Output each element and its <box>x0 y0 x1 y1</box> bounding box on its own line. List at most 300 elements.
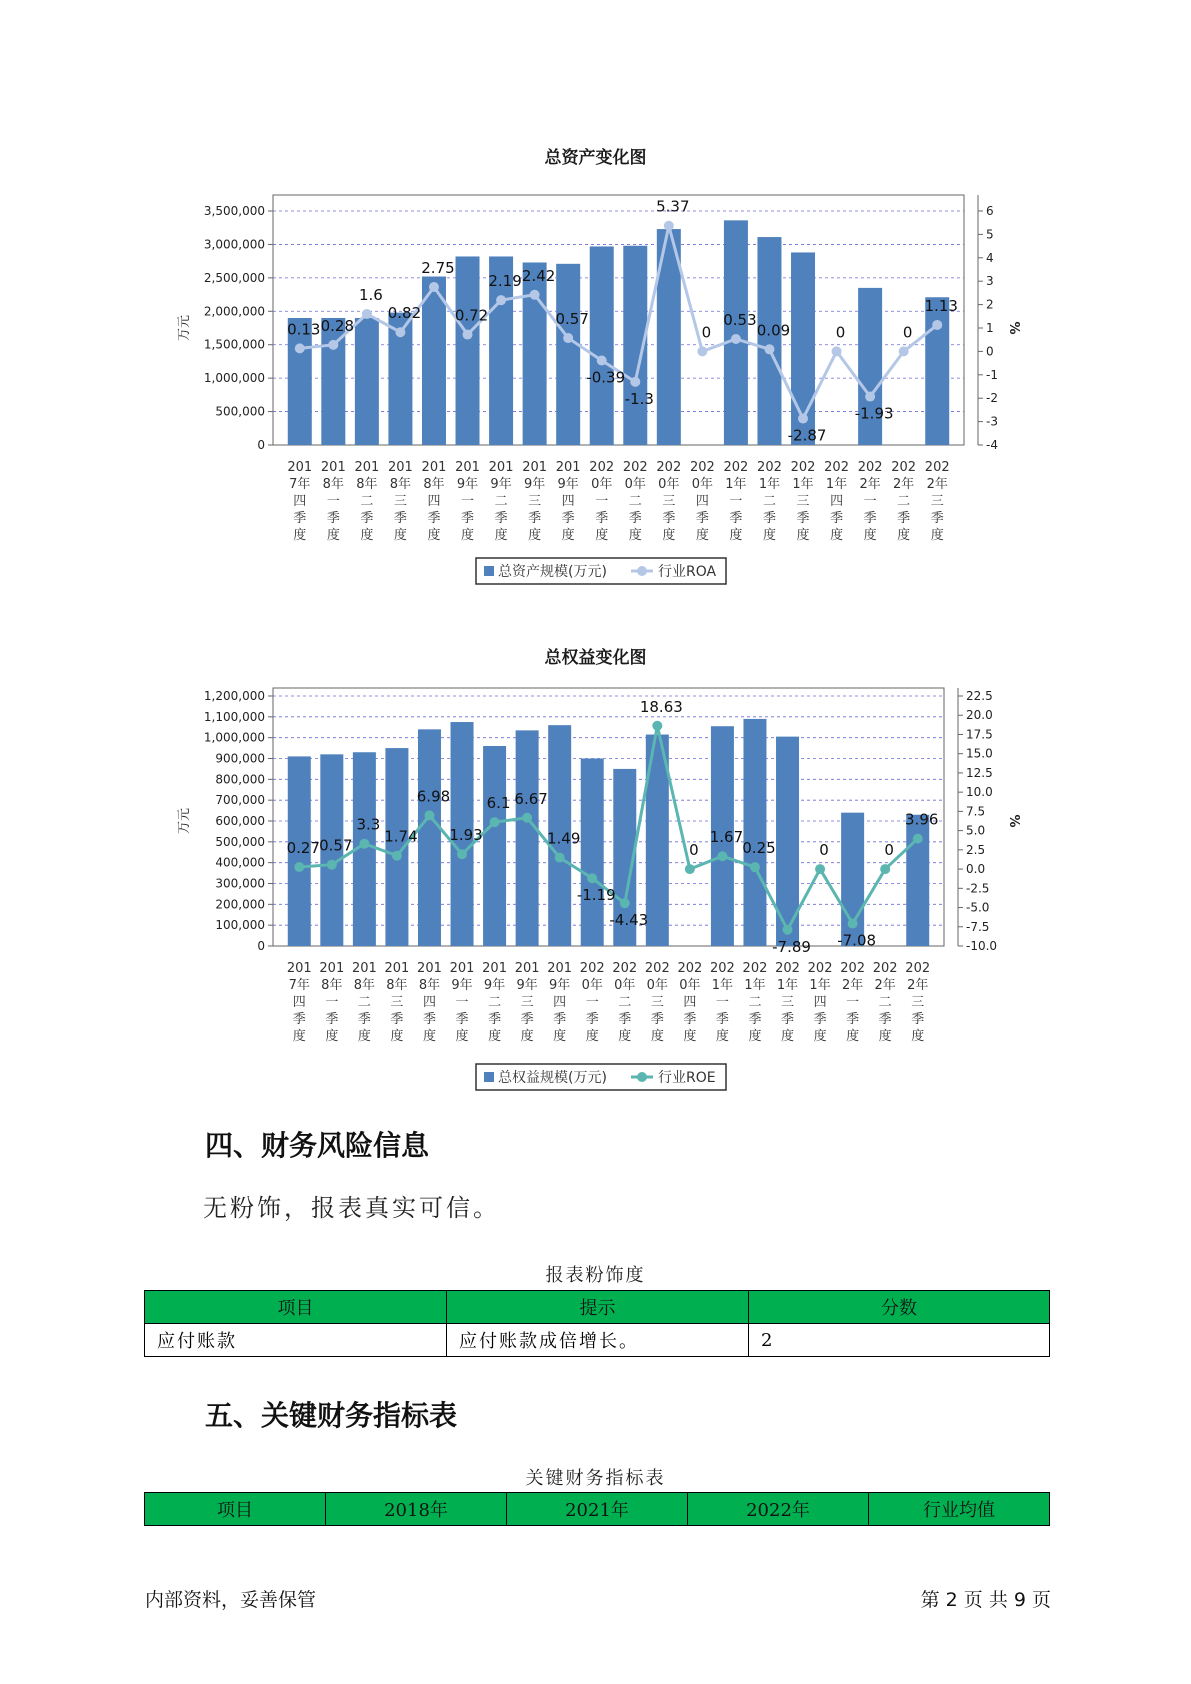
category-label: 四 <box>695 494 709 509</box>
category-label: 季 <box>748 1012 762 1027</box>
category-label: 202 <box>807 961 833 976</box>
data-label: 1.13 <box>924 296 958 315</box>
category-label: 季 <box>729 511 743 526</box>
category-label: 度 <box>830 528 844 543</box>
line-point <box>328 340 338 350</box>
category-label: 9年 <box>490 477 512 492</box>
category-label: 202 <box>644 961 670 976</box>
category-label: 季 <box>830 511 844 526</box>
category-label: 202 <box>579 961 605 976</box>
category-label: 度 <box>520 1029 534 1044</box>
right-axis-title: % <box>1006 814 1021 828</box>
right-tick-label: -3 <box>986 414 998 429</box>
data-label: 1.93 <box>449 826 483 845</box>
category-label: 季 <box>422 1012 436 1027</box>
category-label: 二 <box>628 494 642 509</box>
category-label: 201 <box>488 460 514 475</box>
bar <box>516 730 539 946</box>
category-label: 201 <box>286 961 312 976</box>
risk-table-header: 提示 <box>447 1291 749 1324</box>
category-label: 度 <box>595 528 609 543</box>
category-label: 四 <box>293 494 307 509</box>
category-label: 度 <box>553 1029 567 1044</box>
bar <box>483 746 506 946</box>
category-label: 一 <box>326 494 340 509</box>
line-point <box>630 377 640 387</box>
left-tick-label: 500,000 <box>215 404 265 419</box>
risk-table-header: 分数 <box>749 1291 1050 1324</box>
equity-chart-title: 总权益变化图 <box>544 648 647 668</box>
category-label: 0年 <box>624 477 646 492</box>
category-label: 201 <box>482 961 507 976</box>
category-label: 201 <box>547 961 573 976</box>
line-point <box>731 334 741 344</box>
category-label: 度 <box>427 528 441 543</box>
right-tick-label: -5.0 <box>966 900 990 915</box>
category-label: 201 <box>555 460 581 475</box>
line-point <box>522 813 532 823</box>
category-label: 度 <box>650 1029 664 1044</box>
category-label: 202 <box>891 460 917 475</box>
left-tick-label: 0 <box>257 438 265 452</box>
category-label: 季 <box>326 511 340 526</box>
category-label: 季 <box>455 1012 469 1027</box>
category-label: 0年 <box>679 978 701 993</box>
category-label: 季 <box>427 511 441 526</box>
category-label: 1年 <box>744 978 766 993</box>
category-label: 季 <box>650 1012 664 1027</box>
line-point <box>750 862 760 872</box>
category-label: 9年 <box>523 477 546 492</box>
right-tick-label: -4 <box>986 438 998 452</box>
category-label: 201 <box>522 460 548 475</box>
line-point <box>783 925 793 935</box>
category-label: 四 <box>683 995 697 1010</box>
line-point <box>932 320 942 330</box>
category-label: 三 <box>911 995 925 1010</box>
category-label: 2年 <box>859 477 881 492</box>
category-label: 季 <box>393 511 407 526</box>
category-label: 季 <box>292 1012 306 1027</box>
category-label: 8年 <box>423 477 445 492</box>
left-tick-label: 3,000,000 <box>203 237 265 252</box>
line-point <box>697 346 707 356</box>
data-label: 3.3 <box>356 815 381 834</box>
left-tick-label: 700,000 <box>215 793 265 808</box>
line-point <box>362 309 372 319</box>
line-point <box>555 853 565 863</box>
category-label: 201 <box>351 961 377 976</box>
line-point <box>530 290 540 300</box>
bar <box>418 729 441 946</box>
line-point <box>664 221 674 231</box>
category-label: 8年 <box>322 477 344 492</box>
data-label: 0.28 <box>320 316 355 335</box>
legend-line-label: 行业ROA <box>658 564 717 580</box>
right-tick-label: 10.0 <box>966 785 993 800</box>
data-label: 1.67 <box>709 828 744 847</box>
category-label: 度 <box>455 1029 469 1044</box>
category-label: 季 <box>813 1012 827 1027</box>
line-point <box>457 849 467 859</box>
risk-table-header-row <box>145 1291 1050 1324</box>
category-label: 一 <box>846 995 860 1010</box>
category-label: 1年 <box>776 978 799 993</box>
left-tick-label: 0 <box>257 939 265 953</box>
assets-chart-title: 总资产变化图 <box>544 148 647 168</box>
section4-body: 无粉饰，报表真实可信。 <box>203 1194 500 1222</box>
category-label: 季 <box>553 1012 567 1027</box>
kpi-table-header: 行业均值 <box>869 1493 1050 1526</box>
line-point <box>490 817 500 827</box>
kpi-table-header-row <box>145 1493 1050 1526</box>
right-tick-label: 12.5 <box>966 765 993 780</box>
left-tick-label: 1,100,000 <box>203 709 265 724</box>
line-point <box>815 864 825 874</box>
left-axis-title: 万元 <box>177 807 192 835</box>
line-point <box>798 414 808 424</box>
assets-chart <box>0 180 1191 590</box>
data-label: -7.89 <box>772 937 811 956</box>
category-label: 一 <box>715 995 729 1010</box>
line-point <box>359 839 369 849</box>
category-label: 三 <box>390 995 404 1010</box>
left-tick-label: 500,000 <box>215 834 265 849</box>
data-label: -1.19 <box>576 886 616 905</box>
category-label: 三 <box>662 494 676 509</box>
category-label: 202 <box>924 460 950 475</box>
category-label: 季 <box>796 511 810 526</box>
category-label: 8年 <box>386 978 408 993</box>
category-label: 季 <box>357 1012 371 1027</box>
data-label: 0.82 <box>387 304 422 323</box>
risk-table-caption: 报表粉饰度 <box>545 1265 646 1286</box>
left-tick-label: 1,000,000 <box>203 371 265 386</box>
line-point <box>880 864 890 874</box>
data-label: 0.09 <box>756 321 791 340</box>
data-label: -0.39 <box>586 368 626 387</box>
left-tick-label: 3,500,000 <box>203 204 265 218</box>
right-tick-label: 20.0 <box>966 708 993 723</box>
data-label: 0.57 <box>319 836 353 855</box>
category-label: 1年 <box>825 477 848 492</box>
category-label: 季 <box>695 511 709 526</box>
category-label: 度 <box>488 1029 502 1044</box>
kpi-table-header: 项目 <box>145 1493 326 1526</box>
category-label: 度 <box>813 1029 827 1044</box>
left-tick-label: 2,000,000 <box>203 304 265 319</box>
chart-legend <box>476 558 726 584</box>
bar <box>556 264 580 445</box>
data-label: 0 <box>835 323 846 342</box>
category-label: 0年 <box>691 477 714 492</box>
category-label: 201 <box>514 961 540 976</box>
category-label: 季 <box>561 511 575 526</box>
left-tick-label: 300,000 <box>215 876 265 891</box>
right-tick-label: -2.5 <box>966 881 990 896</box>
category-label: 三 <box>528 494 542 509</box>
category-label: 一 <box>863 494 877 509</box>
category-label: 8年 <box>321 978 343 993</box>
kpi-table-header: 2018年 <box>326 1493 507 1526</box>
category-label: 202 <box>742 961 768 976</box>
category-label: 二 <box>494 494 508 509</box>
category-label: 四 <box>422 995 436 1010</box>
category-label: 度 <box>695 528 709 543</box>
category-label: 四 <box>427 494 441 509</box>
data-label: 6.67 <box>514 789 548 808</box>
category-label: 8年 <box>356 477 378 492</box>
category-label: 季 <box>781 1012 795 1027</box>
data-label: 2.42 <box>521 266 556 285</box>
right-tick-label: -7.5 <box>966 919 990 934</box>
left-tick-label: 600,000 <box>215 814 265 828</box>
category-label: 一 <box>729 494 743 509</box>
data-label: 0 <box>689 841 699 860</box>
category-label: 度 <box>930 528 944 543</box>
right-axis-title: % <box>1006 321 1021 335</box>
risk-table <box>144 1290 1050 1357</box>
legend-bar-swatch <box>484 566 494 576</box>
data-label: 18.63 <box>639 697 683 716</box>
category-label: 季 <box>585 1012 599 1027</box>
line-point <box>848 919 858 929</box>
category-label: 1年 <box>809 978 831 993</box>
category-label: 201 <box>417 961 442 976</box>
data-label: -7.08 <box>837 931 877 950</box>
category-label: 0年 <box>591 477 613 492</box>
category-label: 0年 <box>658 477 680 492</box>
right-tick-label: 0 <box>986 344 994 359</box>
category-label: 度 <box>326 528 340 543</box>
category-label: 度 <box>878 1029 892 1044</box>
line-point <box>764 344 774 354</box>
plot-area <box>177 688 1021 1044</box>
table-cell: 应付账款成倍增长。 <box>447 1324 749 1357</box>
category-label: 2年 <box>926 477 948 492</box>
category-label: 季 <box>390 1012 404 1027</box>
data-label: 0.27 <box>286 839 320 857</box>
category-label: 四 <box>553 995 567 1010</box>
category-label: 三 <box>650 995 664 1010</box>
category-label: 8年 <box>389 477 412 492</box>
category-label: 二 <box>357 995 371 1010</box>
line-point <box>913 834 923 844</box>
footer-page-number: 第 2 页 共 9 页 <box>920 1589 1051 1611</box>
data-label: 0 <box>902 323 913 342</box>
category-label: 1年 <box>792 477 814 492</box>
category-label: 202 <box>723 460 749 475</box>
category-label: 二 <box>762 494 776 509</box>
category-label: 季 <box>494 511 508 526</box>
category-label: 202 <box>589 460 615 475</box>
category-label: 度 <box>494 528 508 543</box>
category-label: 四 <box>561 494 575 509</box>
category-label: 一 <box>455 995 469 1010</box>
category-label: 度 <box>561 528 575 543</box>
category-label: 度 <box>911 1029 925 1044</box>
left-tick-label: 1,200,000 <box>203 689 265 703</box>
legend-line-marker <box>637 1072 647 1082</box>
category-label: 一 <box>595 494 609 509</box>
right-tick-label: 22.5 <box>966 689 993 703</box>
line-point <box>429 282 439 292</box>
category-label: 9年 <box>483 978 506 993</box>
left-tick-label: 900,000 <box>215 751 265 766</box>
table-cell: 2 <box>749 1324 1050 1357</box>
category-label: 202 <box>775 961 800 976</box>
category-label: 季 <box>878 1012 892 1027</box>
category-label: 7年 <box>289 477 311 492</box>
right-tick-label: -10.0 <box>966 939 998 953</box>
bar <box>743 719 766 946</box>
section4-heading: 四、财务风险信息 <box>205 1129 430 1162</box>
category-label: 202 <box>710 961 735 976</box>
data-label: 0.25 <box>742 839 776 858</box>
category-label: 季 <box>930 511 944 526</box>
data-label: 1.74 <box>384 827 418 846</box>
bar <box>456 256 480 445</box>
line-point <box>463 330 473 340</box>
category-label: 202 <box>677 961 703 976</box>
line-point <box>717 851 727 861</box>
footer-left: 内部资料，妥善保管 <box>145 1589 317 1611</box>
data-label: -1.93 <box>854 404 894 423</box>
category-label: 度 <box>662 528 676 543</box>
category-label: 二 <box>897 494 911 509</box>
category-label: 季 <box>293 511 307 526</box>
data-label: 0.57 <box>555 310 589 329</box>
line-point <box>899 346 909 356</box>
category-label: 季 <box>762 511 776 526</box>
category-label: 202 <box>790 460 816 475</box>
category-label: 度 <box>618 1029 632 1044</box>
line-point <box>424 810 434 820</box>
data-label: 5.37 <box>656 197 690 216</box>
category-label: 三 <box>781 995 795 1010</box>
category-label: 8年 <box>353 978 376 993</box>
category-label: 9年 <box>549 978 571 993</box>
data-label: 6.1 <box>486 794 511 813</box>
category-label: 202 <box>612 961 638 976</box>
line-point <box>685 864 695 874</box>
category-label: 2年 <box>907 978 929 993</box>
category-label: 201 <box>354 460 380 475</box>
data-label: 2.75 <box>421 259 455 278</box>
left-tick-label: 1,000,000 <box>203 730 265 745</box>
category-label: 2年 <box>874 978 896 993</box>
category-label: 二 <box>618 995 632 1010</box>
data-label: 0.53 <box>723 310 757 329</box>
category-label: 202 <box>656 460 682 475</box>
left-tick-label: 2,500,000 <box>203 270 265 285</box>
data-label: 3.96 <box>905 810 939 829</box>
right-tick-label: 17.5 <box>966 727 993 742</box>
category-label: 二 <box>488 995 502 1010</box>
category-label: 季 <box>846 1012 860 1027</box>
line-point <box>395 327 405 337</box>
bar <box>355 318 379 445</box>
category-label: 9年 <box>557 477 579 492</box>
category-label: 度 <box>293 528 307 543</box>
category-label: 季 <box>662 511 676 526</box>
category-label: 季 <box>325 1012 339 1027</box>
kpi-table-header: 2022年 <box>688 1493 869 1526</box>
legend-bar-label: 总资产规模(万元) <box>498 564 607 580</box>
data-label: 0.13 <box>287 320 321 339</box>
line-point <box>865 392 875 402</box>
table-row <box>145 1324 1050 1357</box>
data-label: 0 <box>701 323 712 342</box>
right-tick-label: 15.0 <box>966 746 993 761</box>
category-label: 三 <box>520 995 534 1010</box>
line-point <box>392 851 402 861</box>
category-label: 度 <box>461 528 475 543</box>
category-label: 201 <box>320 460 346 475</box>
category-label: 202 <box>757 460 782 475</box>
category-label: 201 <box>287 460 313 475</box>
data-label: 0 <box>819 841 829 860</box>
category-label: 201 <box>384 961 410 976</box>
category-label: 季 <box>360 511 374 526</box>
category-label: 度 <box>292 1029 306 1044</box>
category-label: 一 <box>585 995 599 1010</box>
category-label: 度 <box>863 528 877 543</box>
category-label: 202 <box>840 961 866 976</box>
category-label: 二 <box>360 494 374 509</box>
category-label: 201 <box>388 460 413 475</box>
category-label: 季 <box>618 1012 632 1027</box>
left-tick-label: 800,000 <box>215 772 265 787</box>
category-label: 7年 <box>288 978 310 993</box>
category-label: 季 <box>520 1012 534 1027</box>
category-label: 度 <box>390 1029 404 1044</box>
line-point <box>587 873 597 883</box>
category-label: 201 <box>455 460 480 475</box>
data-label: -2.87 <box>787 426 827 445</box>
category-label: 202 <box>824 460 849 475</box>
equity-chart <box>0 678 1191 1096</box>
category-label: 9年 <box>516 978 538 993</box>
right-tick-label: 2.5 <box>966 842 986 857</box>
category-label: 季 <box>528 511 542 526</box>
category-label: 度 <box>781 1029 795 1044</box>
bar <box>581 759 604 947</box>
category-label: 季 <box>461 511 475 526</box>
category-label: 201 <box>421 460 447 475</box>
category-label: 三 <box>393 494 407 509</box>
left-tick-label: 400,000 <box>215 855 265 870</box>
right-tick-label: 3 <box>986 274 994 289</box>
kpi-table <box>144 1492 1050 1526</box>
category-label: 四 <box>813 995 827 1010</box>
category-label: 三 <box>930 494 944 509</box>
category-label: 9年 <box>456 477 479 492</box>
data-label: -1.3 <box>624 389 654 408</box>
data-label: 1.6 <box>358 285 383 304</box>
legend-line-label: 行业ROE <box>658 1070 716 1086</box>
category-label: 1年 <box>711 978 734 993</box>
right-tick-label: 4 <box>986 250 994 265</box>
line-point <box>652 721 662 731</box>
legend-line-marker <box>637 566 647 576</box>
plot-area <box>177 195 1021 543</box>
data-label: -4.43 <box>609 911 649 930</box>
category-label: 1年 <box>758 477 781 492</box>
right-tick-label: 6 <box>986 204 994 218</box>
category-label: 0年 <box>581 978 603 993</box>
category-label: 四 <box>830 494 844 509</box>
